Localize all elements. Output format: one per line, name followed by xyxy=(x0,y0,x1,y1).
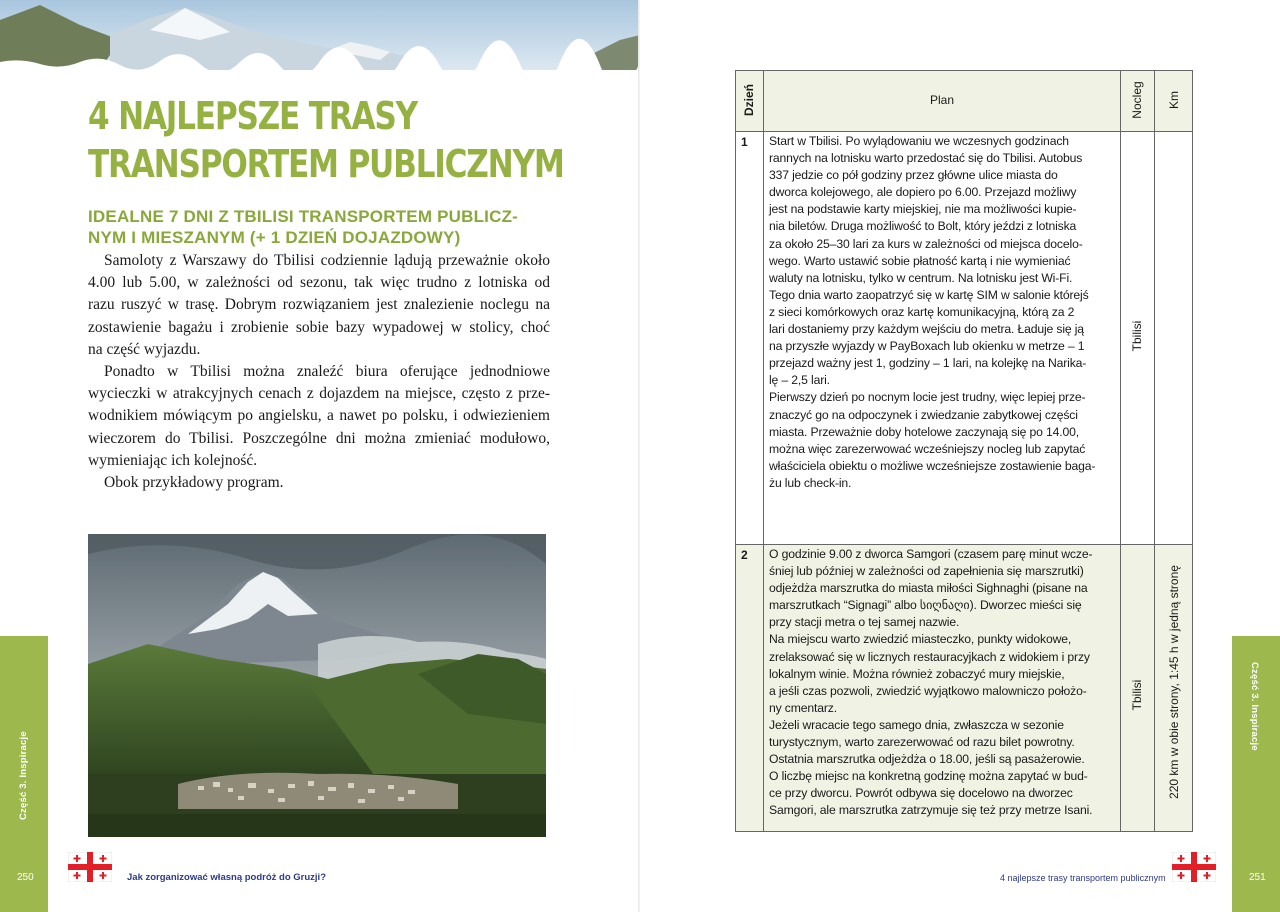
row-1-plan xyxy=(769,133,1121,492)
p2-line-2: wycieczki w atrakcyjnych cenach z dojazdem na miejsce, często z prze- xyxy=(88,385,550,403)
page-number-right: 251 xyxy=(1249,872,1266,883)
chapter-title-line-1: 4 NAJLEPSZE TRASY xyxy=(88,94,417,138)
row-2-line: turystycznym, warto zarezerwować od razu bilet powrotny. xyxy=(769,735,1075,750)
header-lodging: Nocleg xyxy=(1130,81,1144,119)
row-2-line: zrelaksować się w licznych restauracyjkach z widokiem i przy xyxy=(769,649,1090,664)
row-1-line: wego. Warto ustawić sobie płatność kartą i nie wymieniać xyxy=(769,253,1071,268)
row-1-line: jest na podstawie karty miejskiej, nie ma możliwości kupie- xyxy=(769,202,1077,217)
header-plan: Plan xyxy=(929,93,955,107)
row-2-line: O liczbę miejsc na konkretną godzinę można zapytać w bud- xyxy=(769,769,1088,784)
georgia-flag-icon xyxy=(1172,852,1216,882)
row-1-line: lari dostaniemy przy każdym wejściu do metra. Ładuje się ją xyxy=(769,322,1084,337)
p3-line-1: Obok przykładowy program. xyxy=(104,474,284,492)
p2-line-4: wieczorem do Tbilisi. Poszczególne dni można zmieniać modułowo, xyxy=(88,429,550,447)
mountain-village-photo xyxy=(88,534,546,837)
georgia-flag-icon xyxy=(68,852,112,882)
row-1-lodging: Tbilisi xyxy=(1130,320,1144,352)
row-2-plan xyxy=(769,546,1121,820)
row-1-line: dworca kolejowego, ale dopiero po 6.00. Przejazd możliwy xyxy=(769,185,1077,200)
paragraph-2 xyxy=(88,361,550,472)
row-1-line: na przyszłe wyjazdy w PayBoxach lub okienku w metrze – 1 xyxy=(769,339,1085,354)
row-1-line: Pierwszy dzień po nocnym locie jest trudny, więc lepiej prze- xyxy=(769,390,1086,405)
col-divider-1 xyxy=(763,71,764,831)
row-2-line: śniej lub później w zależności od zapełnienia się marszrutki) xyxy=(769,564,1084,579)
row-1-line: Start w Tbilisi. Po wylądowaniu we wczesnych godzinach xyxy=(769,134,1069,148)
p1-line-2: 4.00 lub 5.00, w zależności od sezonu, tak więc trudno z lotniska od xyxy=(88,274,550,292)
paragraph-3 xyxy=(88,472,550,494)
row-2-line: O godzinie 9.00 z dworca Samgori (czasem parę minut wcze- xyxy=(769,547,1093,561)
row-1-day: 1 xyxy=(741,135,748,149)
header-day: Dzień xyxy=(742,84,756,117)
row-2-line: ny cmentarz. xyxy=(769,700,837,715)
row-divider xyxy=(736,544,1192,545)
row-2-day: 2 xyxy=(741,548,748,562)
row-2-lodging: Tbilisi xyxy=(1130,679,1144,711)
row-1-line: waluty na lotnisku, tylko w centrum. Na lotnisku jest Wi-Fi. xyxy=(769,270,1073,285)
row-1-line: żu lub check-in. xyxy=(769,475,852,490)
row-1-line: znaczyć go na odpoczynek i zwiedzanie zabytkowej części xyxy=(769,407,1078,422)
row-2-line: przy stacji metra o tej samej nazwie. xyxy=(769,615,960,630)
section-heading-line-2: NYM I MIESZANYM (+ 1 DZIEŃ DOJAZDOWY) xyxy=(88,228,461,247)
row-1-line: rannych na lotnisku warto przedostać się do Tbilisi. Autobus xyxy=(769,151,1083,166)
header-km: Km xyxy=(1167,91,1181,109)
row-1-line: Tego dnia warto zaopatrzyć się w kartę SIM w salonie którejś xyxy=(769,287,1089,302)
side-tab-right-label: Część 3. Inspiracje xyxy=(1249,662,1260,751)
row-2-line: Jeżeli wracacie tego samego dnia, zwłaszcza w sezonie xyxy=(769,717,1064,732)
p2-line-1: Ponadto w Tbilisi można znaleźć biura oferujące jednodniowe xyxy=(104,363,550,381)
row-1-line: za około 25–30 lari za kurs w zależności od miejsca docelo- xyxy=(769,236,1083,251)
header-divider xyxy=(736,131,1192,132)
row-1-line: miasta. Przeważnie doby hotelowe zaczynają się po 14.00, xyxy=(769,424,1080,439)
side-tab-left-label: Część 3. Inspiracje xyxy=(18,731,29,820)
mountain-header-image xyxy=(0,0,640,70)
row-2-line: ce przy dworcu. Powrót odbywa się docelowo na dworzec xyxy=(769,786,1073,801)
row-1-line: 337 jedzie co pół godziny przez główne ulice miasta do xyxy=(769,168,1058,183)
row-2-line: lokalnym winie. Można również zobaczyć mury miejskie, xyxy=(769,666,1065,681)
row-2-line: marszrutkach “Signagi” albo სიღნაღი). Dworzec mieści się xyxy=(769,598,1082,613)
row-1-line: właściciela obiektu o możliwe wcześniejsze zostawienie baga- xyxy=(769,458,1096,473)
row-2-line: odjeżdża marszrutka do miasta miłości Sighnaghi (pisane na xyxy=(769,581,1088,596)
row-1-line: lę – 2,5 lari. xyxy=(769,373,830,388)
row-2-line: Ostatnia marszrutka odjeżdża o 18.00, jeśli są pasażerowie. xyxy=(769,752,1085,767)
right-page xyxy=(640,0,1280,912)
p1-line-4: zostawienie bagażu i zrobienie sobie bazy wypadowej w stolicy, choć xyxy=(88,318,550,336)
page-number-left: 250 xyxy=(17,872,34,883)
chapter-title xyxy=(88,92,564,188)
col-divider-3 xyxy=(1154,71,1155,831)
itinerary-table xyxy=(735,70,1193,832)
p1-line-1: Samoloty z Warszawy do Tbilisi codziennie lądują przeważnie około xyxy=(104,252,550,269)
chapter-title-line-2: TRANSPORTEM PUBLICZNYM xyxy=(88,142,564,186)
row-1-line: można więc zarezerwować wcześniejszy nocleg lub zapytać xyxy=(769,441,1086,456)
footer-book-title: Jak zorganizować własną podróż do Gruzji? xyxy=(127,872,327,883)
p1-line-5: na część wyjazdu. xyxy=(88,340,201,358)
p2-line-5: wymieniając ich kolejność. xyxy=(88,451,258,469)
row-1-line: nia biletów. Druga możliwość to Bolt, który jeździ z lotniska xyxy=(769,219,1077,234)
row-1-line: z sieci komórkowych oraz kartę komunikacyjną, którą za 2 xyxy=(769,304,1075,319)
p1-line-3: razu ruszyć w trasę. Dobrym rozwiązaniem jest znalezienie noclegu na xyxy=(88,296,550,314)
intro-text xyxy=(88,250,550,494)
row-2-line: Na miejscu warto zwiedzić miasteczko, punkty widokowe, xyxy=(769,632,1072,647)
p2-line-3: wodnikiem mówiącym po angielsku, a nawet po polsku, i odwiezieniem xyxy=(88,407,550,425)
row-2-line: a jeśli czas pozwoli, zwiedzić wyjątkowo malowniczo położo- xyxy=(769,683,1087,698)
row-2-km: 220 km w obie strony, 1:45 h w jedną stronę xyxy=(1167,565,1181,799)
footer-chapter-title: 4 najlepsze trasy transportem publicznym xyxy=(1000,873,1166,883)
row-1-line: przejazd ważny jest 1, godziny – 1 lari, na kolejkę na Narika- xyxy=(769,356,1087,371)
paragraph-1 xyxy=(88,250,550,361)
row-2-line: Samgori, ale marszrutka zatrzymuje się też przy metrze Isani. xyxy=(769,803,1093,818)
section-heading xyxy=(88,206,548,248)
section-heading-line-1: IDEALNE 7 DNI Z TBILISI TRANSPORTEM PUBLICZ- xyxy=(88,207,519,226)
